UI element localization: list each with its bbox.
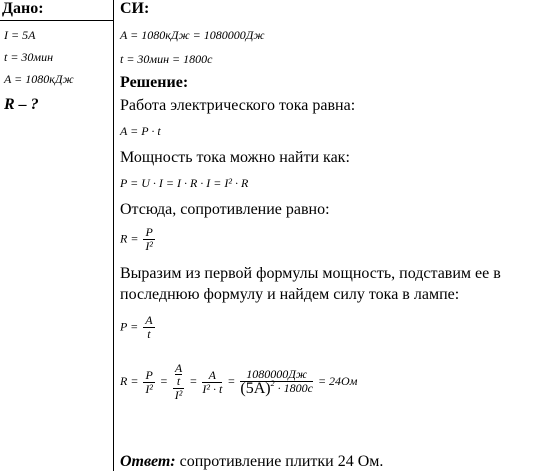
nested-fraction-a-over-t (175, 362, 182, 387)
formula-power: P = U · I = I · R · I = I² · R (120, 176, 249, 190)
fraction-denominator: t (147, 327, 151, 341)
fraction-numeric (240, 368, 313, 396)
si-heading: СИ: (120, 0, 150, 17)
final-lhs: R = (120, 373, 139, 388)
den-exponent: 2 (270, 379, 275, 388)
equals-sign: = (227, 373, 236, 388)
solution-text-4b: последнюю формулу и найдем силу тока в лампе: (120, 286, 460, 303)
solution-text-1: Работа электрического тока равна: (120, 97, 356, 114)
answer-text: сопротивление плитки 24 Ом. (175, 453, 384, 470)
given-line-3: A = 1080кДж (4, 72, 74, 86)
final-result: = 24Ом (317, 373, 358, 388)
formula-resistance (120, 226, 157, 253)
fraction-numerator: P (145, 225, 153, 239)
fraction-a-over-t (143, 314, 154, 341)
fraction-numerator: A (202, 369, 222, 383)
fraction-denominator: I² · t (202, 381, 223, 396)
nested-bottom: t (176, 374, 181, 388)
fraction-numerator: A (145, 313, 153, 327)
fraction-numerator: 1080000Дж (240, 368, 313, 382)
column-divider (113, 0, 114, 471)
fraction-a-over-i2t (202, 369, 222, 396)
equals-sign: = (159, 373, 168, 388)
given-heading: Дано: (2, 0, 44, 17)
given-line-1: I = 5A (4, 28, 36, 42)
fraction-denominator: I² (145, 239, 153, 253)
nested-numerator (173, 362, 184, 389)
den-paren: (5A) (240, 380, 271, 397)
fraction-p-over-i2 (143, 226, 154, 253)
unknown-value: R – ? (4, 96, 39, 113)
fraction-denominator: I² (145, 381, 153, 396)
si-line-2: t = 30мин = 1800с (120, 52, 213, 66)
solution-text-4a: Выразим из первой формулы мощность, подставим ее в (120, 265, 501, 282)
fraction-denominator: I² (174, 388, 183, 402)
den-rest: · 1800с (274, 381, 313, 395)
fraction-denominator (240, 379, 313, 397)
fraction-p-over-i2-final (143, 369, 154, 396)
formula-power-from-work (120, 314, 157, 341)
nested-top: A (174, 361, 183, 375)
formula-resistance-lhs: R = (120, 231, 139, 246)
given-line-2: t = 30мин (4, 50, 54, 64)
answer-line (120, 453, 383, 471)
solution-heading: Решение: (120, 74, 189, 91)
equals-sign: = (189, 373, 198, 388)
fraction-numerator: P (145, 367, 153, 382)
formula-power-lhs: P = (120, 319, 139, 334)
formula-final-calculation (120, 362, 357, 402)
answer-label: Ответ: (120, 453, 176, 470)
solution-text-2: Мощность тока можно найти как: (120, 149, 350, 166)
fraction-nested (173, 362, 184, 402)
solution-text-3: Отсюда, сопротивление равно: (120, 201, 330, 218)
si-line-1: A = 1080кДж = 1080000Дж (120, 28, 265, 42)
given-underline (0, 20, 113, 21)
formula-work: A = P · t (120, 124, 161, 138)
